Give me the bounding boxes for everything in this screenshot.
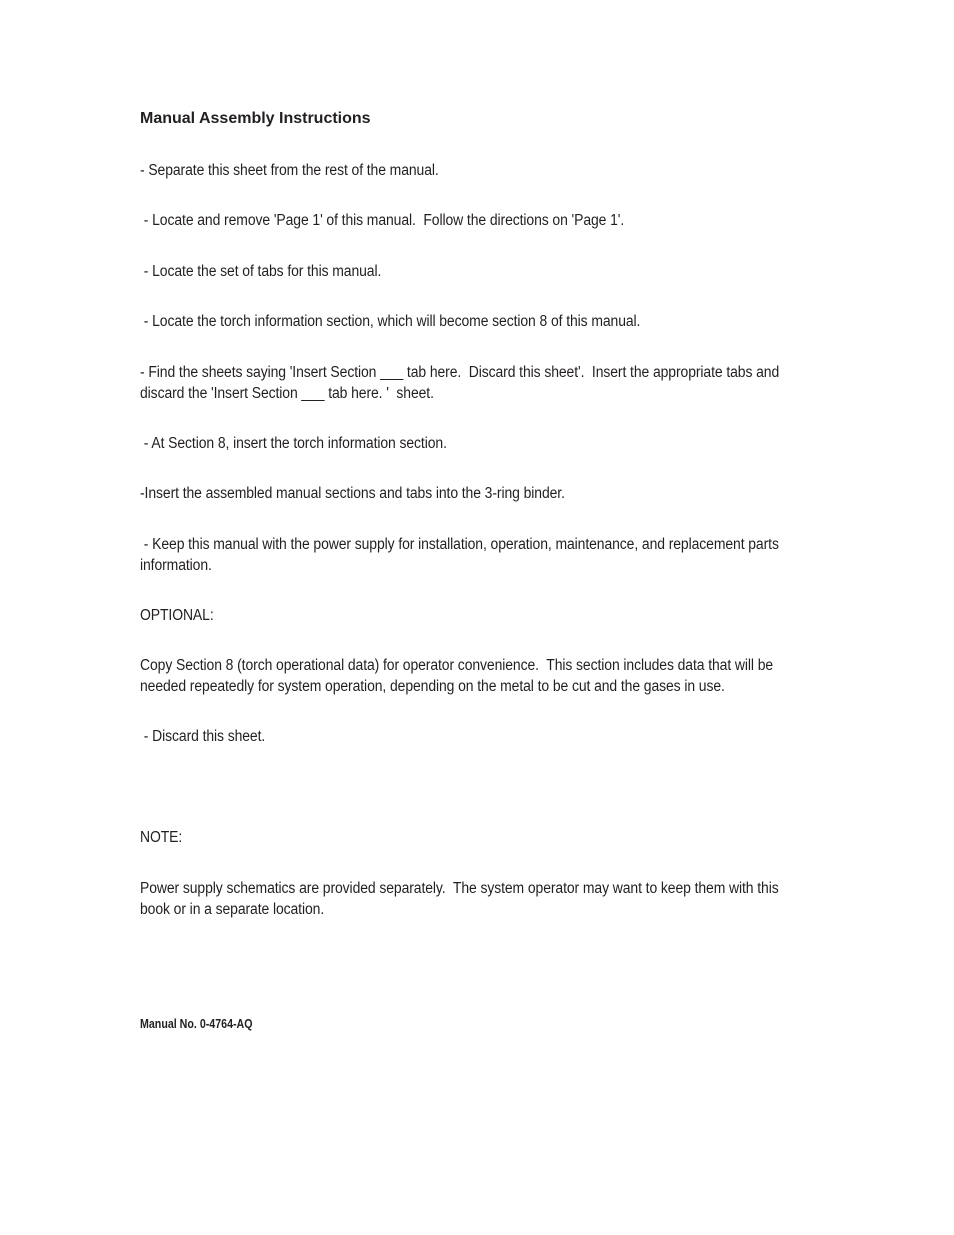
instruction-step-5: - Find the sheets saying 'Insert Section ___ tab here. Discard this sheet'. Insert the appropriate tabs and discard the 'Insert Section ___ tab here. ' sheet. [140, 364, 783, 402]
page-title: Manual Assembly Instructions [140, 110, 371, 127]
note-text: Power supply schematics are provided separately. The system operator may want to keep them with this book or in a separate location. [140, 880, 783, 918]
instruction-step-3: - Locate the set of tabs for this manual. [140, 263, 382, 280]
instruction-step-6: - At Section 8, insert the torch information section. [140, 435, 447, 452]
optional-heading: OPTIONAL: [140, 607, 214, 624]
instruction-step-1: - Separate this sheet from the rest of the manual. [140, 162, 439, 179]
discard-step: - Discard this sheet. [140, 728, 266, 745]
instruction-step-4: - Locate the torch information section, which will become section 8 of this manual. [140, 313, 641, 330]
instruction-step-2: - Locate and remove 'Page 1' of this manual. Follow the directions on 'Page 1'. [140, 212, 625, 229]
instruction-step-8: - Keep this manual with the power supply for installation, operation, maintenance, and replacement parts information. [140, 536, 783, 574]
optional-text: Copy Section 8 (torch operational data) for operator convenience. This section includes data that will be needed repeatedly for system operation, depending on the metal to be cut and the gases in use. [140, 657, 777, 695]
manual-number: Manual No. 0-4764-AQ [140, 1016, 253, 1031]
instruction-step-7: -Insert the assembled manual sections and tabs into the 3-ring binder. [140, 485, 565, 502]
note-heading: NOTE: [140, 829, 183, 846]
